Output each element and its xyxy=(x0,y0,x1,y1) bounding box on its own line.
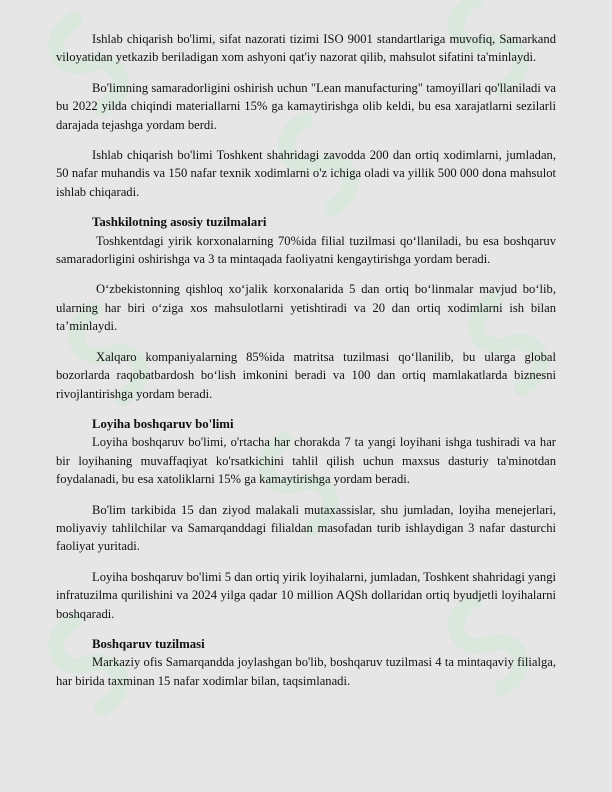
paragraph: Markaziy ofis Samarqandda joylashgan bo'lib, boshqaruv tuzilmasi 4 ta mintaqaviy filialga, har birida taxminan 15 nafar xodimlar bilan, taqsimlanadi. xyxy=(56,655,556,688)
paragraph: Bo'limning samaradorligini oshirish uchun "Lean manufacturing" tamoyillari qo'llaniladi va bu 2022 yilda chiqindi materiallarni 15% ga kamaytirishga olib keldi, bu esa xarajatlarni sezilarli darajada tejashga yordam berdi. xyxy=(56,80,556,132)
section-heading: Loyiha boshqaruv bo'limi xyxy=(92,416,234,431)
section-heading: Boshqaruv tuzilmasi xyxy=(92,636,205,651)
paragraph: Toshkentdagi yirik korxonalarning 70%ida filial tuzilmasi qo‘llaniladi, bu esa boshqaruv samaradorligini oshirishga va 3 ta mintaqada faoliyatni kengaytirishga yordam beradi. xyxy=(56,233,556,267)
document-body xyxy=(56,30,556,690)
section-heading: Tashkilotning asosiy tuzilmalari xyxy=(92,215,267,230)
paragraph: O‘zbekistonning qishloq xo‘jalik korxonalarida 5 dan ortiq bo‘linmalar mavjud bo‘lib, ularning har biri o‘ziga xos mahsulotlarni yetishtiradi va 20 dan ortiq xodimlarni ish bilan ta’minlaydi. xyxy=(56,282,556,334)
paragraph: Ishlab chiqarish bo'limi, sifat nazorati tizimi ISO 9001 standartlariga muvofiq, Samarkand viloyatidan yetkazib beriladigan xom ashyoni qat'iy nazorat qilib, mahsulot sifatini ta'minlaydi. xyxy=(56,32,556,65)
paragraph: Xalqaro kompaniyalarning 85%ida matritsa tuzilmasi qo‘llanilib, bu ularga global bozorlarda raqobatbardosh bo‘lish imkonini beradi va 100 dan ortiq mamlakatlarda biznesni rivojlantirishga yordam beradi. xyxy=(56,349,556,401)
paragraph: Loyiha boshqaruv bo'limi, o'rtacha har chorakda 7 ta yangi loyihani ishga tushiradi va har bir loyihaning muvaffaqiyat ko'rsatkichini tahlil qilish uchun maxsus dasturiy ta'minotdan foydalanadi, bu esa xatoliklarni 15% ga kamaytirishga yordam beradi. xyxy=(56,435,556,487)
paragraph: Loyiha boshqaruv bo'limi 5 dan ortiq yirik loyihalarni, jumladan, Toshkent shahridagi yangi infratuzilma qurilishini va 2024 yilga qadar 10 million AQSh dollaridan ortiq byudjetli loyihalarni boshqaradi. xyxy=(56,569,556,621)
paragraph: Ishlab chiqarish bo'limi Toshkent shahridagi zavodda 200 dan ortiq xodimlarni, jumladan, 50 nafar muhandis va 150 nafar texnik xodimlarni o'z ichiga oladi va yillik 500 000 dona mahsulot ishlab chiqaradi. xyxy=(56,148,556,199)
paragraph: Bo'lim tarkibida 15 dan ziyod malakali mutaxassislar, shu jumladan, loyiha menejerlari, moliyaviy tahlilchilar va Samarqanddagi filialdan masofadan turib ishlaydigan 3 nafar dasturchi faoliyat yuritadi. xyxy=(56,502,556,554)
